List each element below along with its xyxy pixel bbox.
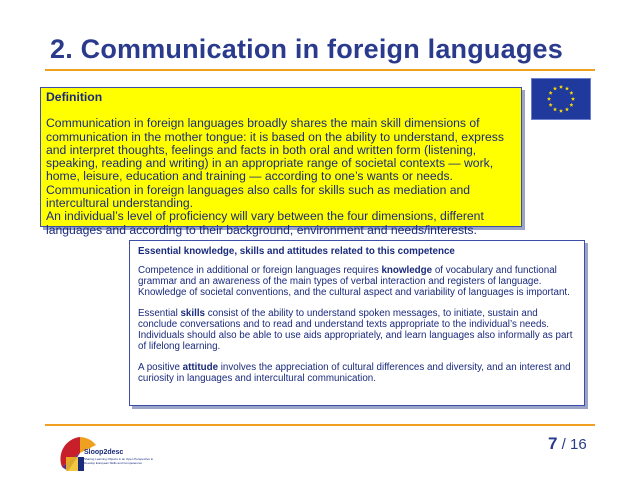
page-current: 7: [548, 434, 558, 453]
attitude-text-pre: A positive: [138, 362, 183, 373]
eu-flag-star: [559, 109, 563, 113]
definition-heading: Definition: [46, 90, 103, 104]
eu-flag-star: [565, 86, 569, 90]
eu-flag-star: [559, 85, 563, 89]
eu-flag-star: [569, 103, 573, 107]
essential-heading: Essential knowledge, skills and attitudes related to this competence: [138, 246, 455, 257]
skills-text-post: consist of the ability to understand spoken messages, to initiate, sustain and conclude conversations and to read and understand texts appropriate to the individual’s needs.: [138, 308, 550, 330]
slide-title: 2. Communication in foreign languages: [50, 34, 563, 64]
definition-body-1: Communication in foreign languages broadly shares the main skill dimensions of communication in the mother tongue: it is based on the ability to understand, express and interpret thoughts, feelings and facts in both oral and written form (listening, speaking, reading and writing) in an appropriate range of societal contexts — work, home, leisure, education and training — according to one’s wants or needs. Communication in foreign languages also calls for skills such as mediation and intercultural understanding.: [46, 116, 504, 211]
eu-flag-star: [553, 107, 557, 111]
skills-extra-paragraph: Individuals should also be able to use aids appropriately, and learn languages also informally as part of lifelong learning.: [138, 330, 573, 352]
knowledge-text-pre: Competence in additional or foreign languages requires: [138, 265, 382, 276]
eu-flag-icon: [531, 78, 591, 120]
attitude-paragraph: [138, 362, 576, 384]
eu-flag-stars: [532, 79, 590, 119]
footer-divider: [45, 424, 595, 426]
eu-flag-star: [549, 103, 553, 107]
knowledge-keyword: knowledge: [381, 265, 433, 276]
title-divider: [45, 69, 595, 71]
skills-paragraph: [138, 308, 576, 330]
knowledge-paragraph: [138, 265, 576, 298]
eu-flag-star: [547, 97, 551, 101]
logo-name: Sloop2desc: [84, 449, 124, 456]
definition-body-2: An individual’s level of proficiency will vary between the four dimensions, different languages and according to their background, environment and needs/interests.: [46, 209, 484, 237]
logo-tagline: Sharing Learning Objects in an Open Perspective to Develop European Skills and Competences: [84, 457, 154, 465]
knowledge-text-post: of vocabulary and functional grammar and an awareness of the main types of verbal interaction and registers of language. Knowledge of societal conventions, and the cultural aspect and variability of languages is important.: [138, 265, 570, 298]
definition-box: [40, 87, 522, 237]
page-total: 16: [569, 436, 587, 453]
eu-flag-star: [565, 107, 569, 111]
skills-text-pre: Essential: [138, 308, 181, 319]
essential-competence-box: [129, 240, 585, 406]
eu-flag-star: [569, 91, 573, 95]
attitude-text-post: involves the appreciation of cultural differences and diversity, and an interest and curiosity in languages and intercultural communication.: [138, 362, 571, 384]
eu-flag-star: [553, 86, 557, 90]
eu-flag-star: [549, 91, 553, 95]
page-number: [548, 434, 587, 454]
attitude-keyword: attitude: [182, 362, 219, 373]
page-separator: /: [557, 436, 570, 453]
eu-flag-star: [571, 97, 575, 101]
skills-keyword: skills: [180, 308, 205, 319]
